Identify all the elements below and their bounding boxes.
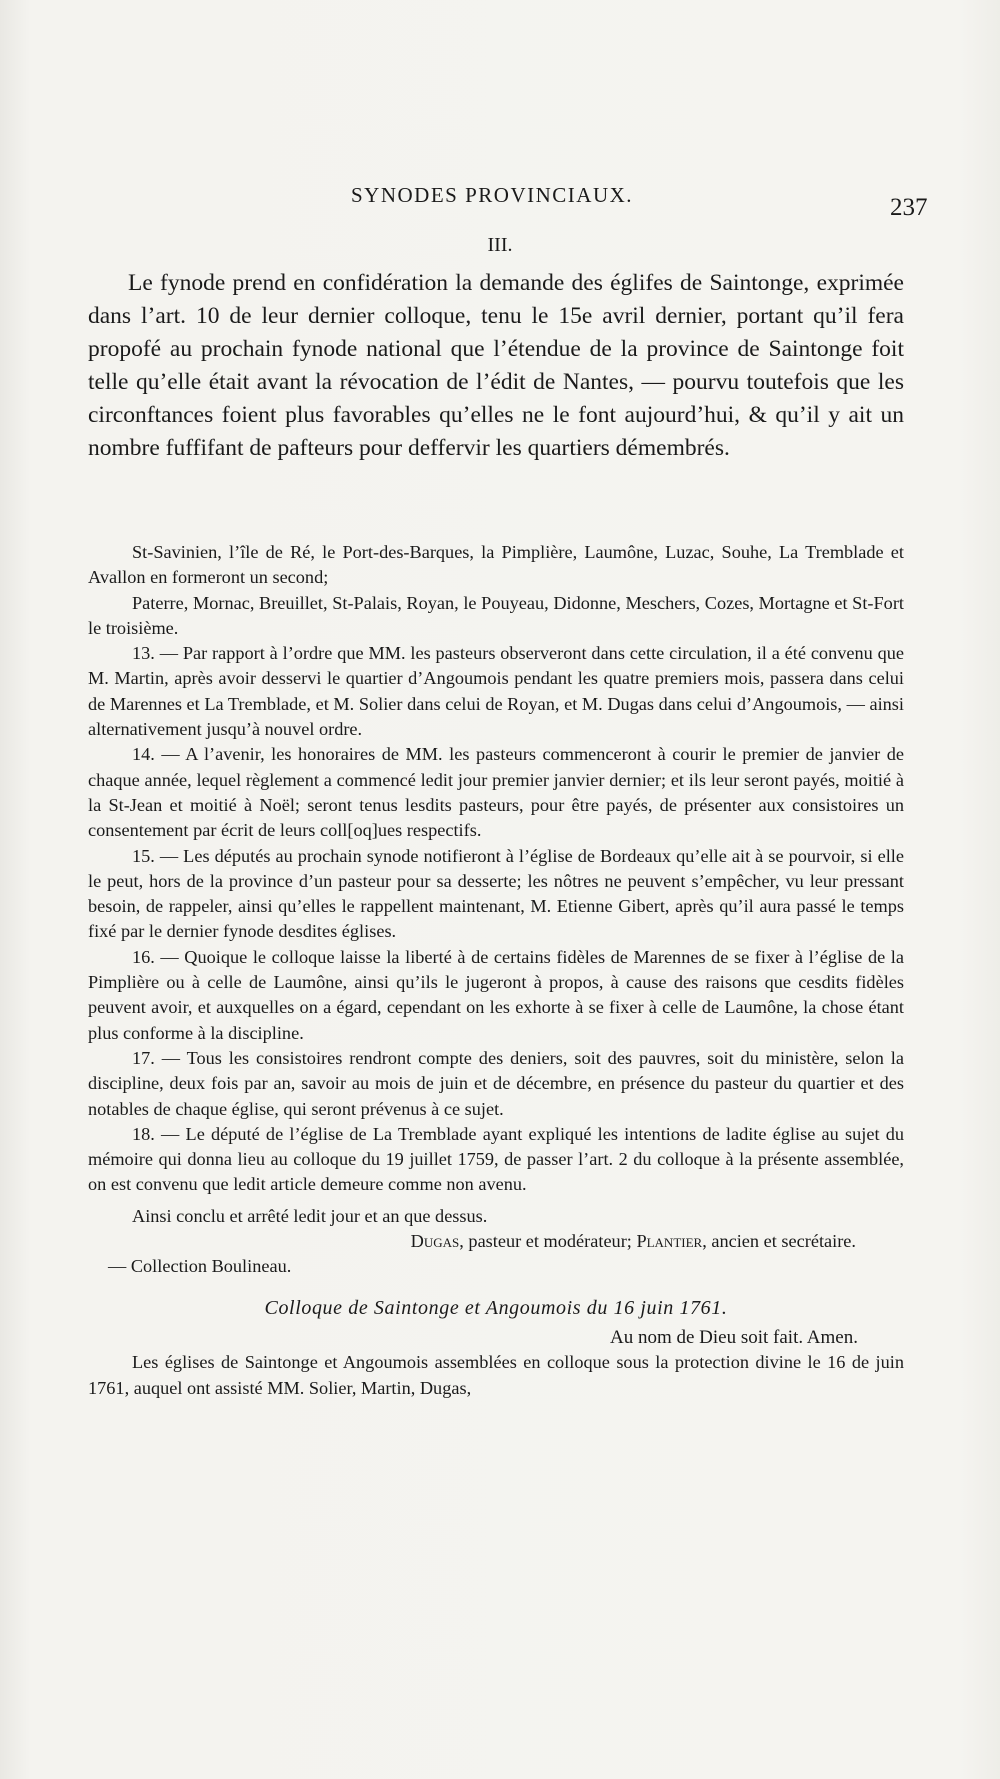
article-17: 17. — Tous les consistoires rendront compte des deniers, soit des pauvres, soit du ministère, selon la discipline, deux fois par an, savoir au mois de juin et de décembre, en présence du pasteur du quartier et des notables de chaque église, qui seront prévenus à ce sujet. bbox=[88, 1047, 904, 1119]
signature-role-1: , pasteur et modérateur; bbox=[459, 1231, 637, 1252]
lead-paragraph: Le fynode prend en confidération la demande des églifes de Saintonge, exprimée dans l’art. 10 de leur dernier colloque, tenu le 15e avril dernier, portant qu’il fera propofé au prochain fynode national que l’étendue de la province de Saintonge foit telle qu’elle était avant la révocation de l’édit de Nantes, — pourvu toutefois que les circonftances foient plus favorables qu’elles ne le font aujourd’hui, & qu’il y ait un nombre fuffifant de pafteurs pour deffervir les quartiers démembrés. bbox=[88, 270, 904, 461]
article-16: 16. — Quoique le colloque laisse la liberté à de certains fidèles de Marennes de se fixer à l’église de la Pimplière ou à celle de Laumône, ainsi qu’ils le jugeront à propos, à cause des raisons que cesdits fidèles peuvent avoir, et auxquelles on a égard, cependant on les exhorte à se fixer à celle de Laumône, la chose étant plus conforme à la discipline. bbox=[88, 946, 904, 1043]
colloque-heading: Colloque de Saintonge et Angoumois du 16 juin 1761. bbox=[264, 1296, 728, 1319]
article-14: 14. — A l’avenir, les honoraires de MM. les pasteurs commenceront à courir le premier de janvier de chaque année, lequel règlement a commencé ledit jour premier janvier dernier; et ils leur seront payés, moitié à la St-Jean et moitié à Noël; seront tenus lesdits pasteurs, pour être payés, de présenter aux consistoires un consentement par écrit de leurs coll[oq]ues respectifs. bbox=[88, 744, 904, 841]
closing-line: Ainsi conclu et arrêté ledit jour et an que dessus. bbox=[132, 1205, 488, 1226]
lead-paragraph-block bbox=[88, 267, 904, 465]
running-head bbox=[0, 183, 1000, 221]
signature-name-1: Dugas bbox=[410, 1231, 460, 1252]
articles-block bbox=[88, 540, 904, 1401]
final-paragraph: Les églises de Saintonge et Angoumois assemblées en colloque sous la protection divine le 16 de juin 1761, auquel ont assisté MM. Solier, Martin, Dugas, bbox=[88, 1352, 904, 1398]
running-head-title: SYNODES PROVINCIAUX. bbox=[351, 183, 634, 207]
signature-line bbox=[88, 1229, 904, 1254]
page-number: 237 bbox=[890, 194, 928, 221]
paragraph-third-quarter: Paterre, Mornac, Breuillet, St-Palais, Royan, le Pouyeau, Didonne, Meschers, Cozes, Mortagne et St-Fort le troisième. bbox=[88, 592, 904, 638]
signature-name-2: Plantier bbox=[636, 1231, 703, 1252]
article-13: 13. — Par rapport à l’ordre que MM. les pasteurs observeront dans cette circulation, il a été convenu que M. Martin, après avoir desservi le quartier d’Angoumois pendant les quatre premiers mois, passera dans celui de Marennes et La Tremblade, et M. Solier dans celui de Royan, et M. Dugas dans celui d’Angoumois, — ainsi alternativement jusqu’à nouvel ordre. bbox=[88, 643, 904, 740]
paragraph-second-quarter: St-Savinien, l’île de Ré, le Port-des-Barques, la Pimplière, Laumône, Luzac, Souhe, La Tremblade et Avallon en formeront un second; bbox=[88, 542, 904, 588]
article-15: 15. — Les députés au prochain synode notifieront à l’église de Bordeaux qu’elle ait à se pourvoir, si elle le peut, hors de la province d’un pasteur pour sa desserte; les nôtres ne peuvent s’empêcher, vu leur pressant besoin, de rappeler, ainsi qu’elles le rappellent maintenant, M. Etienne Gibert, après qu’il aura passé le temps fixé par le dernier fynode desdites églises. bbox=[88, 845, 904, 942]
signature-role-2: , ancien et secrétaire. bbox=[702, 1231, 856, 1252]
invocation-line: Au nom de Dieu soit fait. Amen. bbox=[609, 1326, 858, 1348]
article-18: 18. — Le député de l’église de La Tremblade ayant expliqué les intentions de ladite église au sujet du mémoire qui donna lieu au colloque du 19 juillet 1759, de passer l’art. 2 du colloque à la présente assemblée, on est convenu que ledit article demeure comme non avenu. bbox=[88, 1123, 904, 1195]
section-number: III. bbox=[487, 234, 513, 256]
source-line: — Collection Boulineau. bbox=[108, 1256, 292, 1277]
